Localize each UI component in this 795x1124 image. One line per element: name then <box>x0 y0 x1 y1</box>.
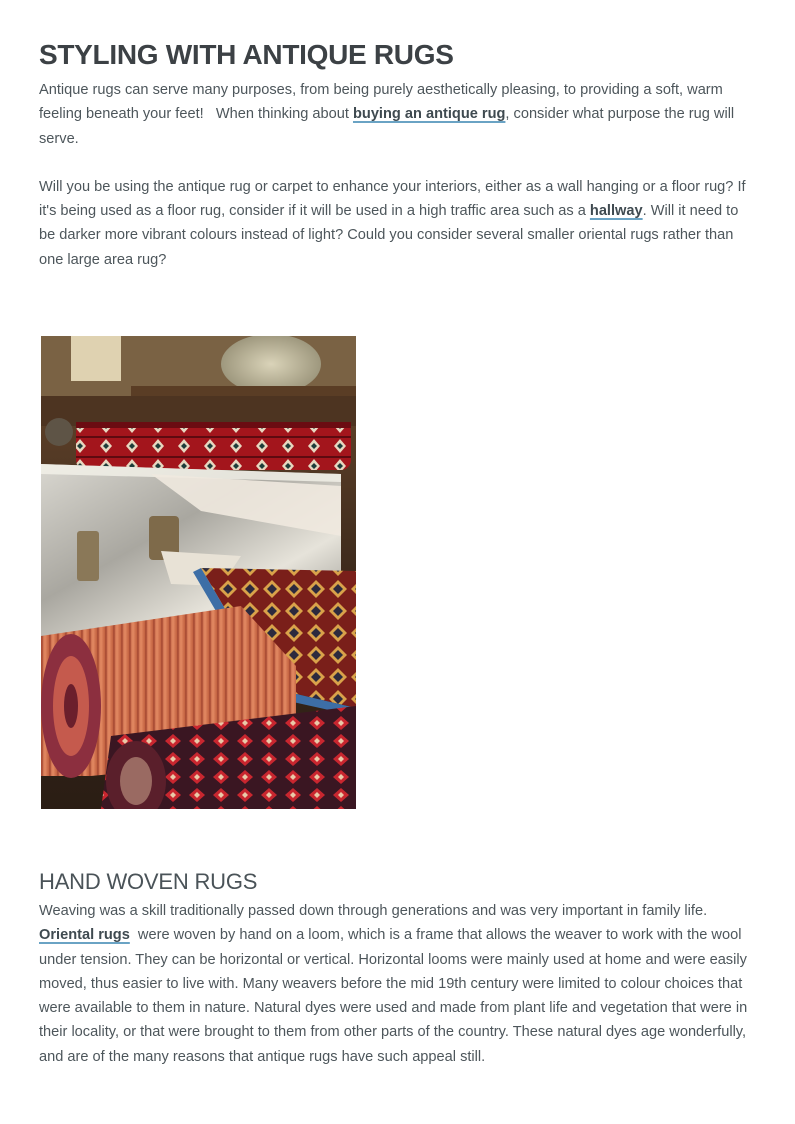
hand-woven-section <box>39 899 755 1069</box>
antique-rugs-photo <box>41 336 356 809</box>
oriental-rugs-link[interactable]: Oriental rugs <box>39 927 130 944</box>
hallway-link[interactable]: hallway <box>589 203 643 220</box>
article <box>39 36 755 272</box>
buying-antique-rug-link[interactable]: buying an antique rug <box>352 106 506 123</box>
intro-text-after: , consider what purpose the rug will serve. <box>39 106 735 147</box>
hand-woven-paragraph <box>39 899 755 1069</box>
intro-text-before: Antique rugs can serve many purposes, from being purely aesthetically pleasing, to providing a soft, warm feeling beneath your feet! When thinking about <box>39 82 723 123</box>
usage-text-before: Will you be using the antique rug or carpet to enhance your interiors, either as a wall hanging or a floor rug? If it's being used as a floor rug, consider if it will be used in a high traffic area such as a <box>39 178 746 220</box>
intro-paragraph <box>39 78 755 151</box>
weaving-text-before: Weaving was a skill traditionally passed down through generations and was very important in family life. <box>39 903 708 919</box>
usage-text-after: . Will it need to be darker more vibrant colours instead of light? Could you consider several smaller oriental rugs rather than one large area rug? <box>39 203 739 268</box>
weaving-text-after: were woven by hand on a loom, which is a frame that allows the weaver to work with the wool under tension. They can be horizontal or vertical. Horizontal looms were mainly used at home and were easily moved, thus easier to live with. Many weavers before the mid 19th century were limited to colour choices that were available to them in nature. Natural dyes were used and made from plant life and vegetation that were in their locality, or that were brought to them from other parts of the country. These natural dyes age wonderfully, and are of the many reasons that antique rugs have such appeal still. <box>39 927 748 1065</box>
section-heading-hand-woven: HAND WOVEN RUGS <box>39 869 258 894</box>
usage-paragraph <box>39 175 755 272</box>
page-title: STYLING WITH ANTIQUE RUGS <box>39 39 454 70</box>
